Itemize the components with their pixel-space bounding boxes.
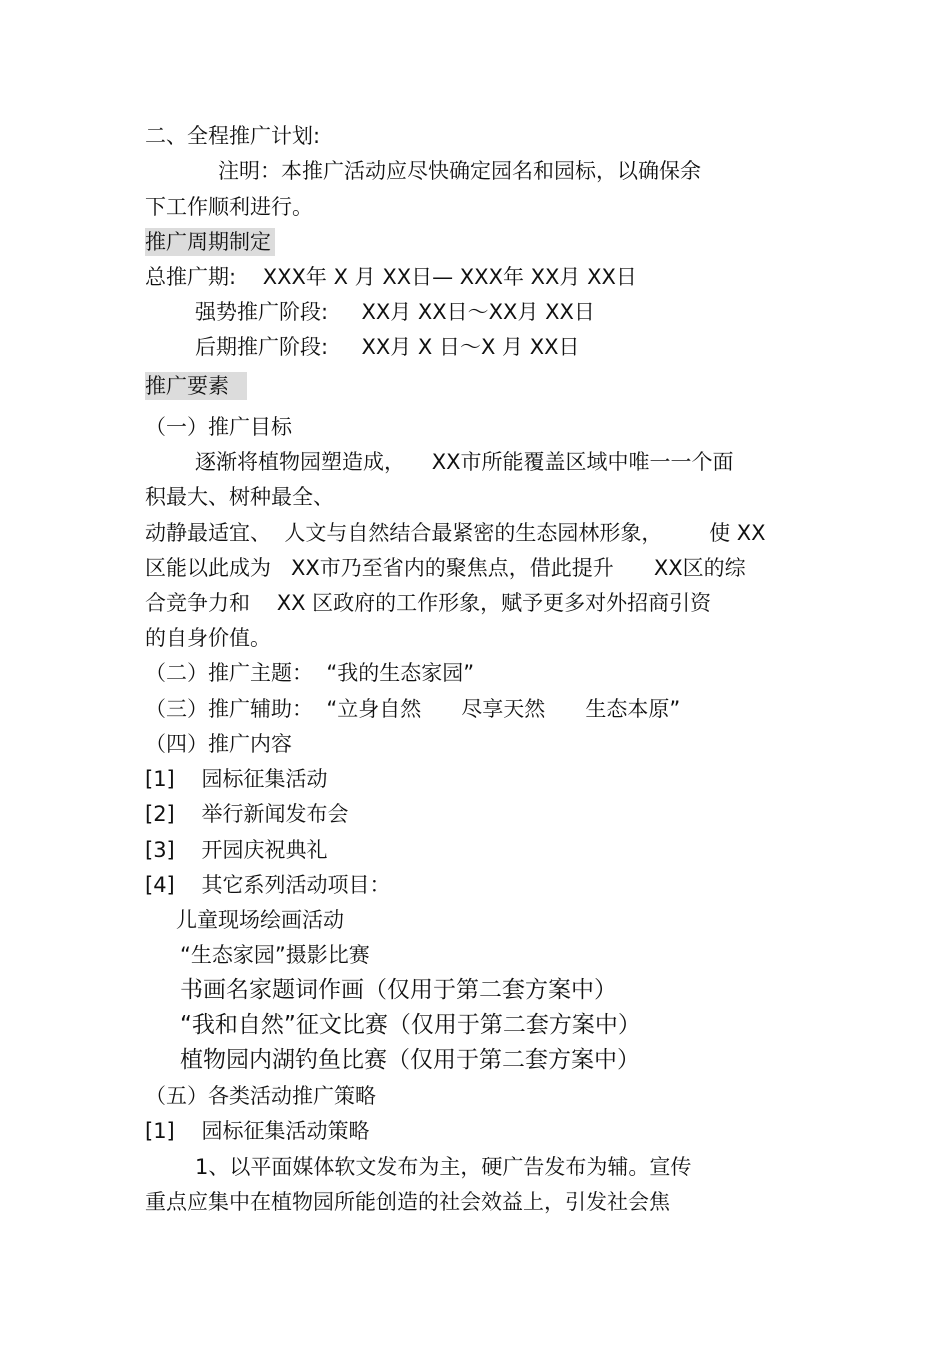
list-item: [4] 其它系列活动项目：: [145, 873, 391, 897]
highlighted-label: 推广周期制定: [145, 228, 275, 256]
sub-list-item: 儿童现场绘画活动: [176, 908, 344, 932]
paragraph-line: 的自身价值。: [145, 626, 271, 650]
total-period-line: 总推广期: XXX年 X 月 XX日— XXX年 XX月 XX日: [145, 265, 637, 289]
paragraph-line: 合竞争力和 XX 区政府的工作形象，赋予更多对外招商引资: [145, 591, 712, 615]
item-heading: （三）推广辅助： “立身自然 尽享天然 生态本原”: [145, 697, 681, 721]
paragraph-line: 动静最适宜、 人文与自然结合最紧密的生态园林形象， 使 XX: [145, 521, 766, 545]
paragraph-line: 1、以平面媒体软文发布为主，硬广告发布为辅。宣传: [195, 1155, 692, 1179]
list-item: [1] 园标征集活动策略: [145, 1119, 370, 1143]
sub-list-item: 书画名家题词作画（仅用于第二套方案中）: [180, 977, 617, 1003]
item-heading: （二）推广主题： “我的生态家园”: [145, 661, 475, 685]
strong-phase-line: 强势推广阶段: XX月 XX日～XX月 XX日: [195, 300, 595, 324]
list-item: [3] 开园庆祝典礼: [145, 838, 328, 862]
subheading-period: [145, 228, 275, 256]
item-heading: （五）各类活动推广策略: [145, 1084, 376, 1108]
item-heading: （一）推广目标: [145, 415, 292, 439]
list-item: [2] 举行新闻发布会: [145, 802, 349, 826]
note-line-continued: 下工作顺利进行。: [145, 195, 313, 219]
item-heading: （四）推广内容: [145, 732, 292, 756]
highlighted-label: 推广要素: [145, 372, 247, 400]
sub-list-item: “生态家园”摄影比赛: [180, 943, 370, 967]
paragraph-line: 重点应集中在植物园所能创造的社会效益上，引发社会焦: [145, 1190, 670, 1214]
section-heading: 二、全程推广计划:: [145, 124, 321, 148]
note-line: 注明：本推广活动应尽快确定园名和园标，以确保余: [218, 159, 701, 183]
sub-list-item: 植物园内湖钓鱼比赛（仅用于第二套方案中）: [180, 1047, 640, 1073]
paragraph-line: 区能以此成为 XX市乃至省内的聚焦点，借此提升 XX区的综: [145, 556, 746, 580]
subheading-elements: [145, 372, 247, 400]
sub-list-item: “我和自然”征文比赛（仅用于第二套方案中）: [180, 1012, 641, 1038]
list-item: [1] 园标征集活动: [145, 767, 328, 791]
paragraph-line: 逐渐将植物园塑造成， XX市所能覆盖区域中唯一一个面: [195, 450, 734, 474]
late-phase-line: 后期推广阶段: XX月 X 日～X 月 XX日: [195, 335, 580, 359]
paragraph-line: 积最大、树种最全、: [145, 485, 334, 509]
